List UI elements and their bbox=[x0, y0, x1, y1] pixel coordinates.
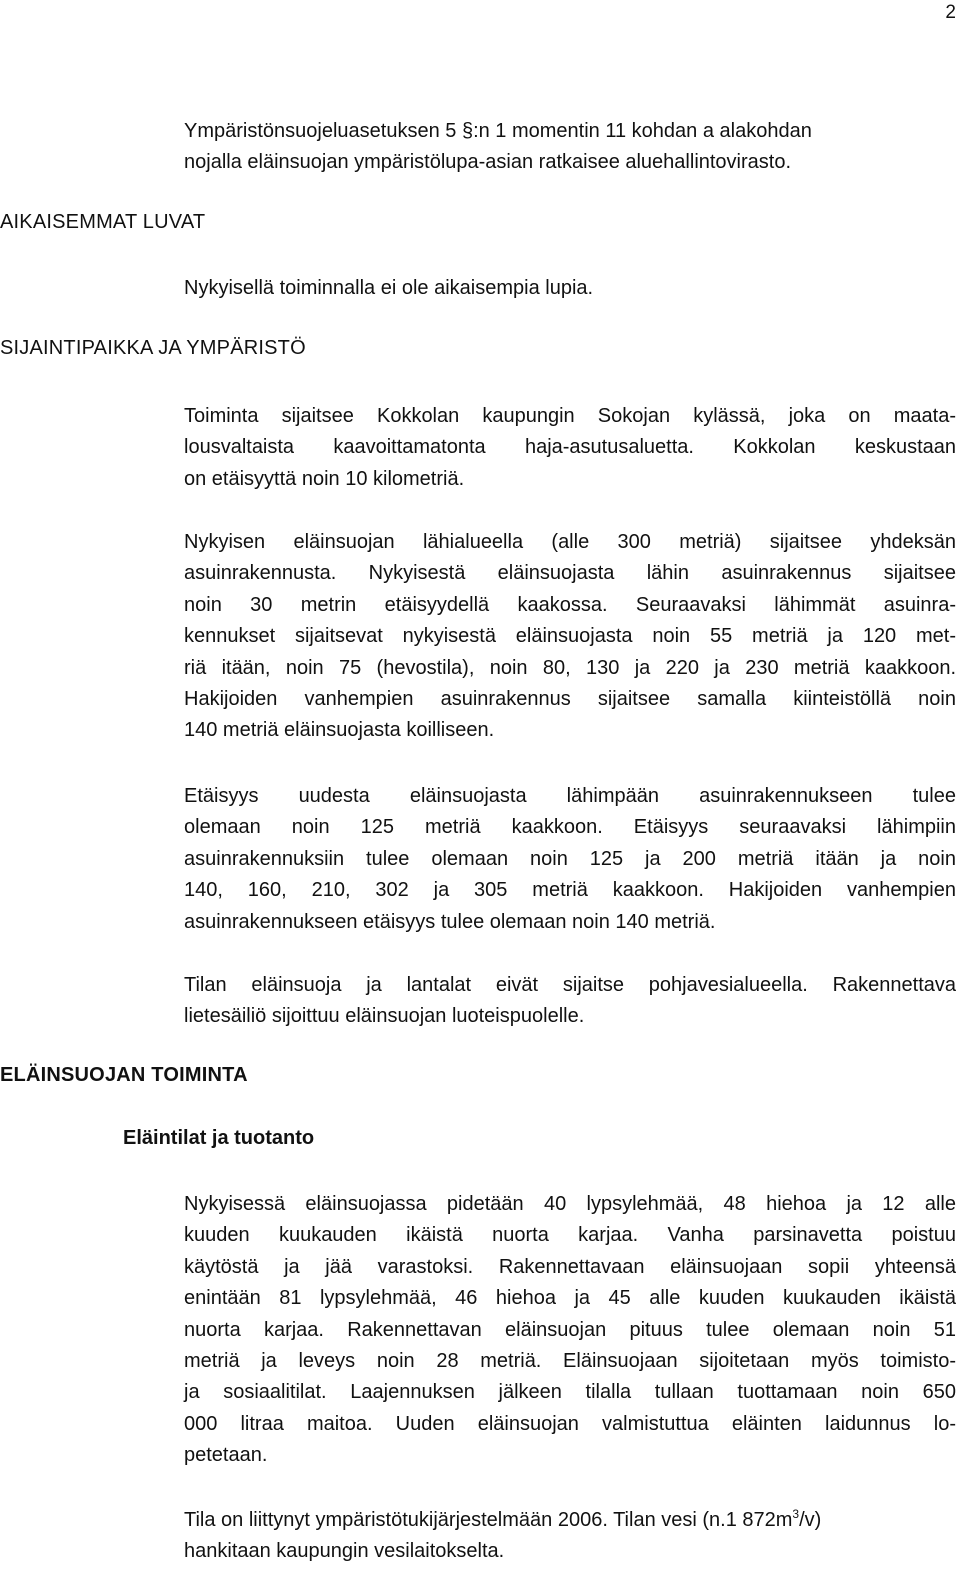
text-line: on etäisyyttä noin 10 kilometriä. bbox=[184, 467, 465, 490]
text-line: Nykyisen eläinsuojan lähialueella (alle 300 metriä) sijaitsee yhdeksän bbox=[184, 531, 956, 553]
text-line: asuinrakennuksiin tulee olemaan noin 125 ja 200 metriä itään ja noin bbox=[184, 847, 956, 870]
text-line: Etäisyys uudesta eläinsuojasta lähimpään asuinrakennukseen tulee bbox=[184, 785, 956, 807]
paragraph-intro bbox=[184, 116, 956, 179]
text-line: Nykyisessä eläinsuojassa pidetään 40 lypsylehmää, 48 hiehoa ja 12 alle bbox=[184, 1193, 956, 1215]
paragraph-sijainti-4 bbox=[184, 970, 956, 1033]
text-line: kennukset sijaitsevat nykyisestä eläinsuojasta noin 55 metriä ja 120 met- bbox=[184, 625, 956, 648]
text-line: käytöstä ja jää varastoksi. Rakennettavaan eläinsuojaan sopii yhteensä bbox=[184, 1255, 956, 1278]
text-fragment: /v) bbox=[799, 1509, 822, 1531]
paragraph-sijainti-3 bbox=[184, 781, 956, 938]
text-line: 000 litraa maitoa. Uuden eläinsuojan valmistuttua eläinten laidunnus lo- bbox=[184, 1412, 956, 1435]
page-number: 2 bbox=[945, 2, 956, 23]
text-line: riä itään, noin 75 (hevostila), noin 80, 130 ja 220 ja 230 metriä kaakkoon. bbox=[184, 656, 956, 679]
text-fragment: Tila on liittynyt ympäristötukijärjestelmään 2006. Tilan vesi (n.1 872m bbox=[184, 1509, 793, 1531]
text-line: nojalla eläinsuojan ympäristölupa-asian ratkaisee aluehallintovirasto. bbox=[184, 151, 792, 174]
text-line: Nykyisellä toiminnalla ei ole aikaisempia lupia. bbox=[184, 277, 594, 299]
text-line: Tilan eläinsuoja ja lantalat eivät sijaitse pohjavesialueella. Rakennettava bbox=[184, 974, 956, 996]
text-line: kuuden kuukauden ikäistä nuorta karjaa. Vanha parsinavetta poistuu bbox=[184, 1224, 956, 1247]
text-line: olemaan noin 125 metriä kaakkoon. Etäisyys seuraavaksi lähimpiin bbox=[184, 816, 956, 839]
text-line: asuinrakennusta. Nykyisestä eläinsuojasta lähin asuinrakennus sijaitsee bbox=[184, 562, 956, 585]
text-line: noin 30 metrin etäisyydellä kaakossa. Seuraavaksi lähimmät asuinra- bbox=[184, 593, 956, 616]
text-line: lousvaltaista kaavoittamatonta haja-asutusaluetta. Kokkolan keskustaan bbox=[184, 436, 956, 459]
paragraph-sijainti-1 bbox=[184, 401, 956, 495]
text-line: enintään 81 lypsylehmää, 46 hiehoa ja 45 alle kuuden kuukauden ikäistä bbox=[184, 1287, 956, 1310]
superscript: 3 bbox=[792, 1507, 800, 1521]
text-line: metriä ja leveys noin 28 metriä. Eläinsuojaan sijoitetaan myös toimisto- bbox=[184, 1350, 956, 1373]
paragraph-luvat bbox=[184, 273, 956, 304]
text-line: ja sosiaalitilat. Laajennuksen jälkeen tilalla tullaan tuottamaan noin 650 bbox=[184, 1381, 956, 1404]
text-line: nuorta karjaa. Rakennettavan eläinsuojan pituus tulee olemaan noin 51 bbox=[184, 1318, 956, 1341]
heading-sijaintipaikka: SIJAINTIPAIKKA JA YMPÄRISTÖ bbox=[0, 337, 306, 359]
text-line bbox=[184, 1505, 956, 1536]
text-line: 140, 160, 210, 302 ja 305 metriä kaakkoon. Hakijoiden vanhempien bbox=[184, 879, 956, 902]
text-line: 140 metriä eläinsuojasta koilliseen. bbox=[184, 719, 495, 742]
heading-aikaisemmat-luvat: AIKAISEMMAT LUVAT bbox=[0, 211, 206, 233]
text-line: asuinrakennukseen etäisyys tulee olemaan noin 140 metriä. bbox=[184, 910, 716, 933]
text-line: Ympäristönsuojeluasetuksen 5 §:n 1 momentin 11 kohdan a alakohdan bbox=[184, 120, 812, 142]
text-line: Hakijoiden vanhempien asuinrakennus sijaitsee samalla kiinteistöllä noin bbox=[184, 688, 956, 711]
paragraph-tuotanto-1 bbox=[184, 1189, 956, 1472]
text-line: lietesäiliö sijoittuu eläinsuojan luoteispuolelle. bbox=[184, 1005, 585, 1028]
text-line: hankitaan kaupungin vesilaitokselta. bbox=[184, 1540, 505, 1563]
heading-elainsuojan-toiminta: ELÄINSUOJAN TOIMINTA bbox=[0, 1064, 248, 1086]
paragraph-tuotanto-2 bbox=[184, 1505, 956, 1568]
subheading-elaintilat: Eläintilat ja tuotanto bbox=[123, 1127, 315, 1149]
paragraph-sijainti-2 bbox=[184, 527, 956, 747]
text-line: Toiminta sijaitsee Kokkolan kaupungin Sokojan kylässä, joka on maata- bbox=[184, 405, 956, 427]
text-line: petetaan. bbox=[184, 1444, 268, 1467]
